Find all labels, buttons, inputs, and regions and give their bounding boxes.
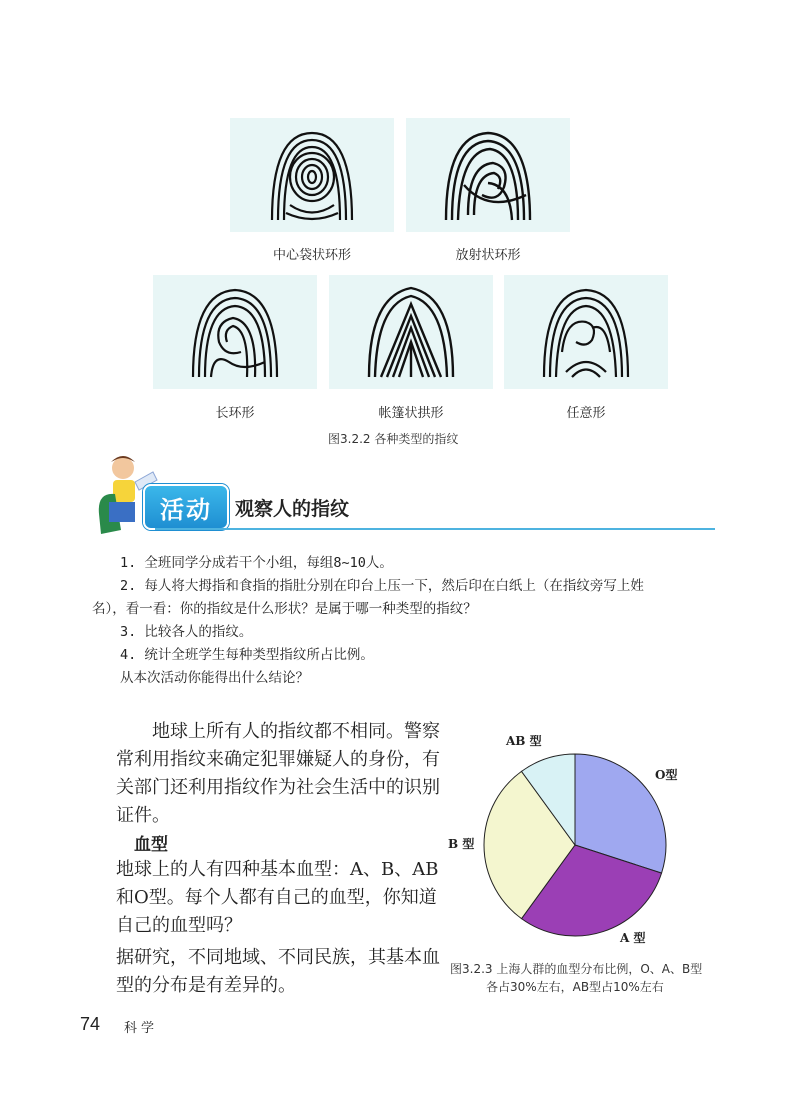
paragraph-blood-types: 地球上的人有四种基本血型：A、B、AB和O型。每个人都有自己的血型，你知道自己的血型吗？: [116, 859, 439, 936]
activity-title: 观察人的指纹: [235, 498, 350, 520]
page-number: 74: [80, 1014, 101, 1034]
pie-label-a: A 型: [620, 931, 646, 945]
whorl-fingerprint-icon: [262, 125, 362, 225]
blood-type-pie-chart: [440, 735, 720, 965]
fingerprint-label: 放射状环形: [455, 248, 521, 263]
radial-loop-fingerprint-icon: [438, 125, 538, 225]
pie-label-b: B 型: [448, 837, 475, 851]
fingerprint-label: 任意形: [566, 406, 606, 421]
activity-steps: [92, 552, 720, 690]
step-item: 3. 比较各人的指纹。: [120, 624, 253, 640]
activity-header: [95, 450, 735, 540]
fingerprint-accidental-image: [504, 275, 668, 389]
fingerprint-label: 长环形: [215, 406, 255, 421]
activity-badge: 活动: [143, 484, 229, 530]
pie-label-ab: AB 型: [506, 735, 542, 748]
fingerprint-long-loop-image: [153, 275, 317, 389]
fingerprint-label: 帐篷状拱形: [378, 406, 444, 421]
fingerprint-label: 中心袋状环形: [272, 248, 351, 263]
step-item: 2. 每人将大拇指和食指的指肚分别在印台上压一下，然后印在白纸上（在指纹旁写上姓: [120, 578, 644, 594]
divider: [155, 528, 715, 530]
step-item: 名），看一看：你的指纹是什么形状？是属于哪一种类型的指纹？: [92, 601, 477, 617]
fingerprint-tented-arch-image: [329, 275, 493, 389]
pie-label-o: O型: [655, 768, 678, 782]
figure-caption: 图3.2.2 各种类型的指纹: [328, 432, 459, 446]
fingerprint-radial-loop-image: [406, 118, 570, 232]
pie-caption-line: 图3.2.3 上海人群的血型分布比例，O、A、B型: [450, 962, 703, 976]
pie-chart-svg: [440, 735, 720, 965]
tented-arch-fingerprint-icon: [361, 282, 461, 382]
step-item: 4. 统计全班学生每种类型指纹所占比例。: [120, 647, 374, 663]
subject-label: 科学: [124, 1021, 159, 1036]
accidental-fingerprint-icon: [536, 282, 636, 382]
fingerprint-whorl-image: [230, 118, 394, 232]
paragraph-fingerprints: 地球上所有人的指纹都不相同。警察常利用指纹来确定犯罪嫌疑人的身份，有关部门还利用指纹作为社会生活中的识别证件。: [116, 721, 440, 826]
paragraph-blood-distribution: 据研究，不同地域、不同民族，其基本血型的分布是有差异的。: [116, 947, 440, 996]
step-item: 1. 全班同学分成若干个小组，每组8~10人。: [120, 555, 393, 571]
pie-caption: [450, 960, 730, 996]
pie-caption-line: 各占30%左右，AB型占10%左右: [486, 980, 664, 994]
step-item: 从本次活动你能得出什么结论？: [120, 670, 309, 686]
long-loop-fingerprint-icon: [185, 282, 285, 382]
section-heading: 血型: [134, 835, 168, 855]
